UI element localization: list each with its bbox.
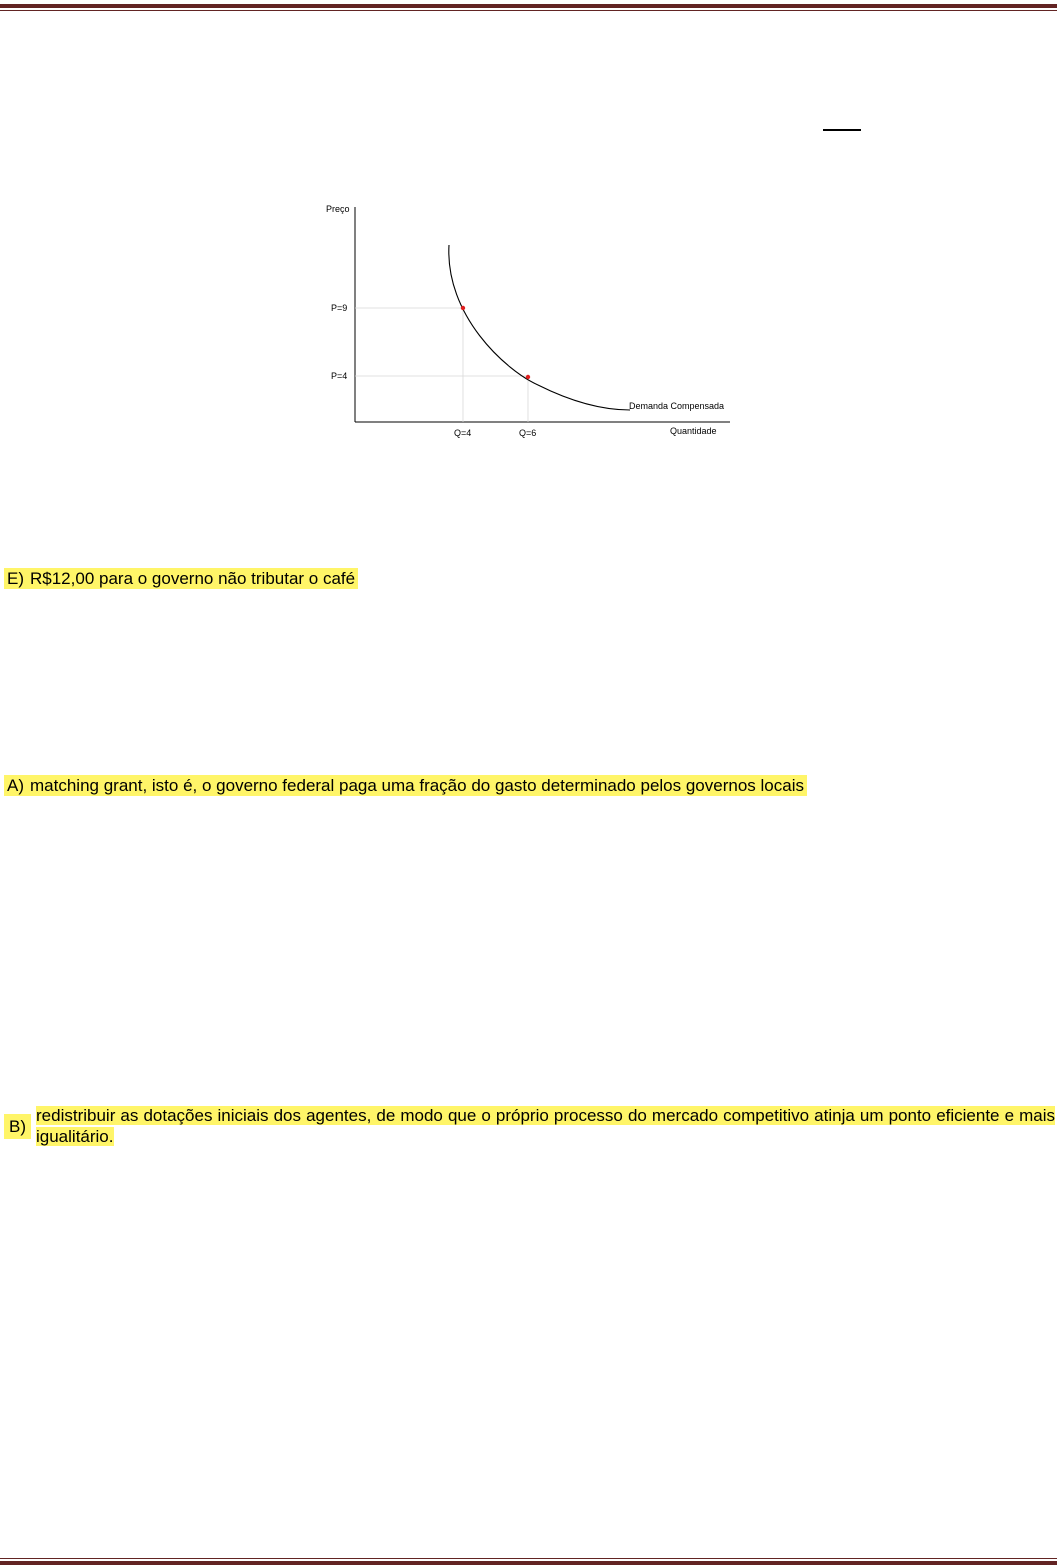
answer-text: redistribuir as dotações iniciais dos agentes, de modo que o próprio processo do mercado competitivo atinja um ponto eficiente e mais igualitário. [36,1106,1055,1146]
answer-letter: B) [4,1114,31,1139]
answer-e [4,568,358,590]
point-q6-p4 [526,375,530,379]
series-label: Demanda Compensada [629,401,725,411]
answer-text: matching grant, isto é, o governo federal paga uma fração do gasto determinado pelos governos locais [30,776,804,795]
y-tick-p9: P=9 [331,303,348,313]
answer-letter: E) [7,569,24,588]
y-axis-label: Preço [326,204,350,214]
footer-rule [0,1558,1057,1565]
answer-blank-line [823,129,861,131]
answer-a [4,775,807,797]
demand-curve [449,245,630,410]
point-q4-p9 [461,306,465,310]
y-tick-p4: P=4 [331,371,348,381]
header-rule [0,4,1057,11]
x-axis-label: Quantidade [670,426,717,436]
answer-letter: A) [7,776,24,795]
demand-chart [300,195,750,450]
x-tick-q6: Q=6 [519,428,537,438]
answer-text: R$12,00 para o governo não tributar o café [30,569,356,588]
x-tick-q4: Q=4 [454,428,472,438]
answer-b [4,1105,1055,1147]
